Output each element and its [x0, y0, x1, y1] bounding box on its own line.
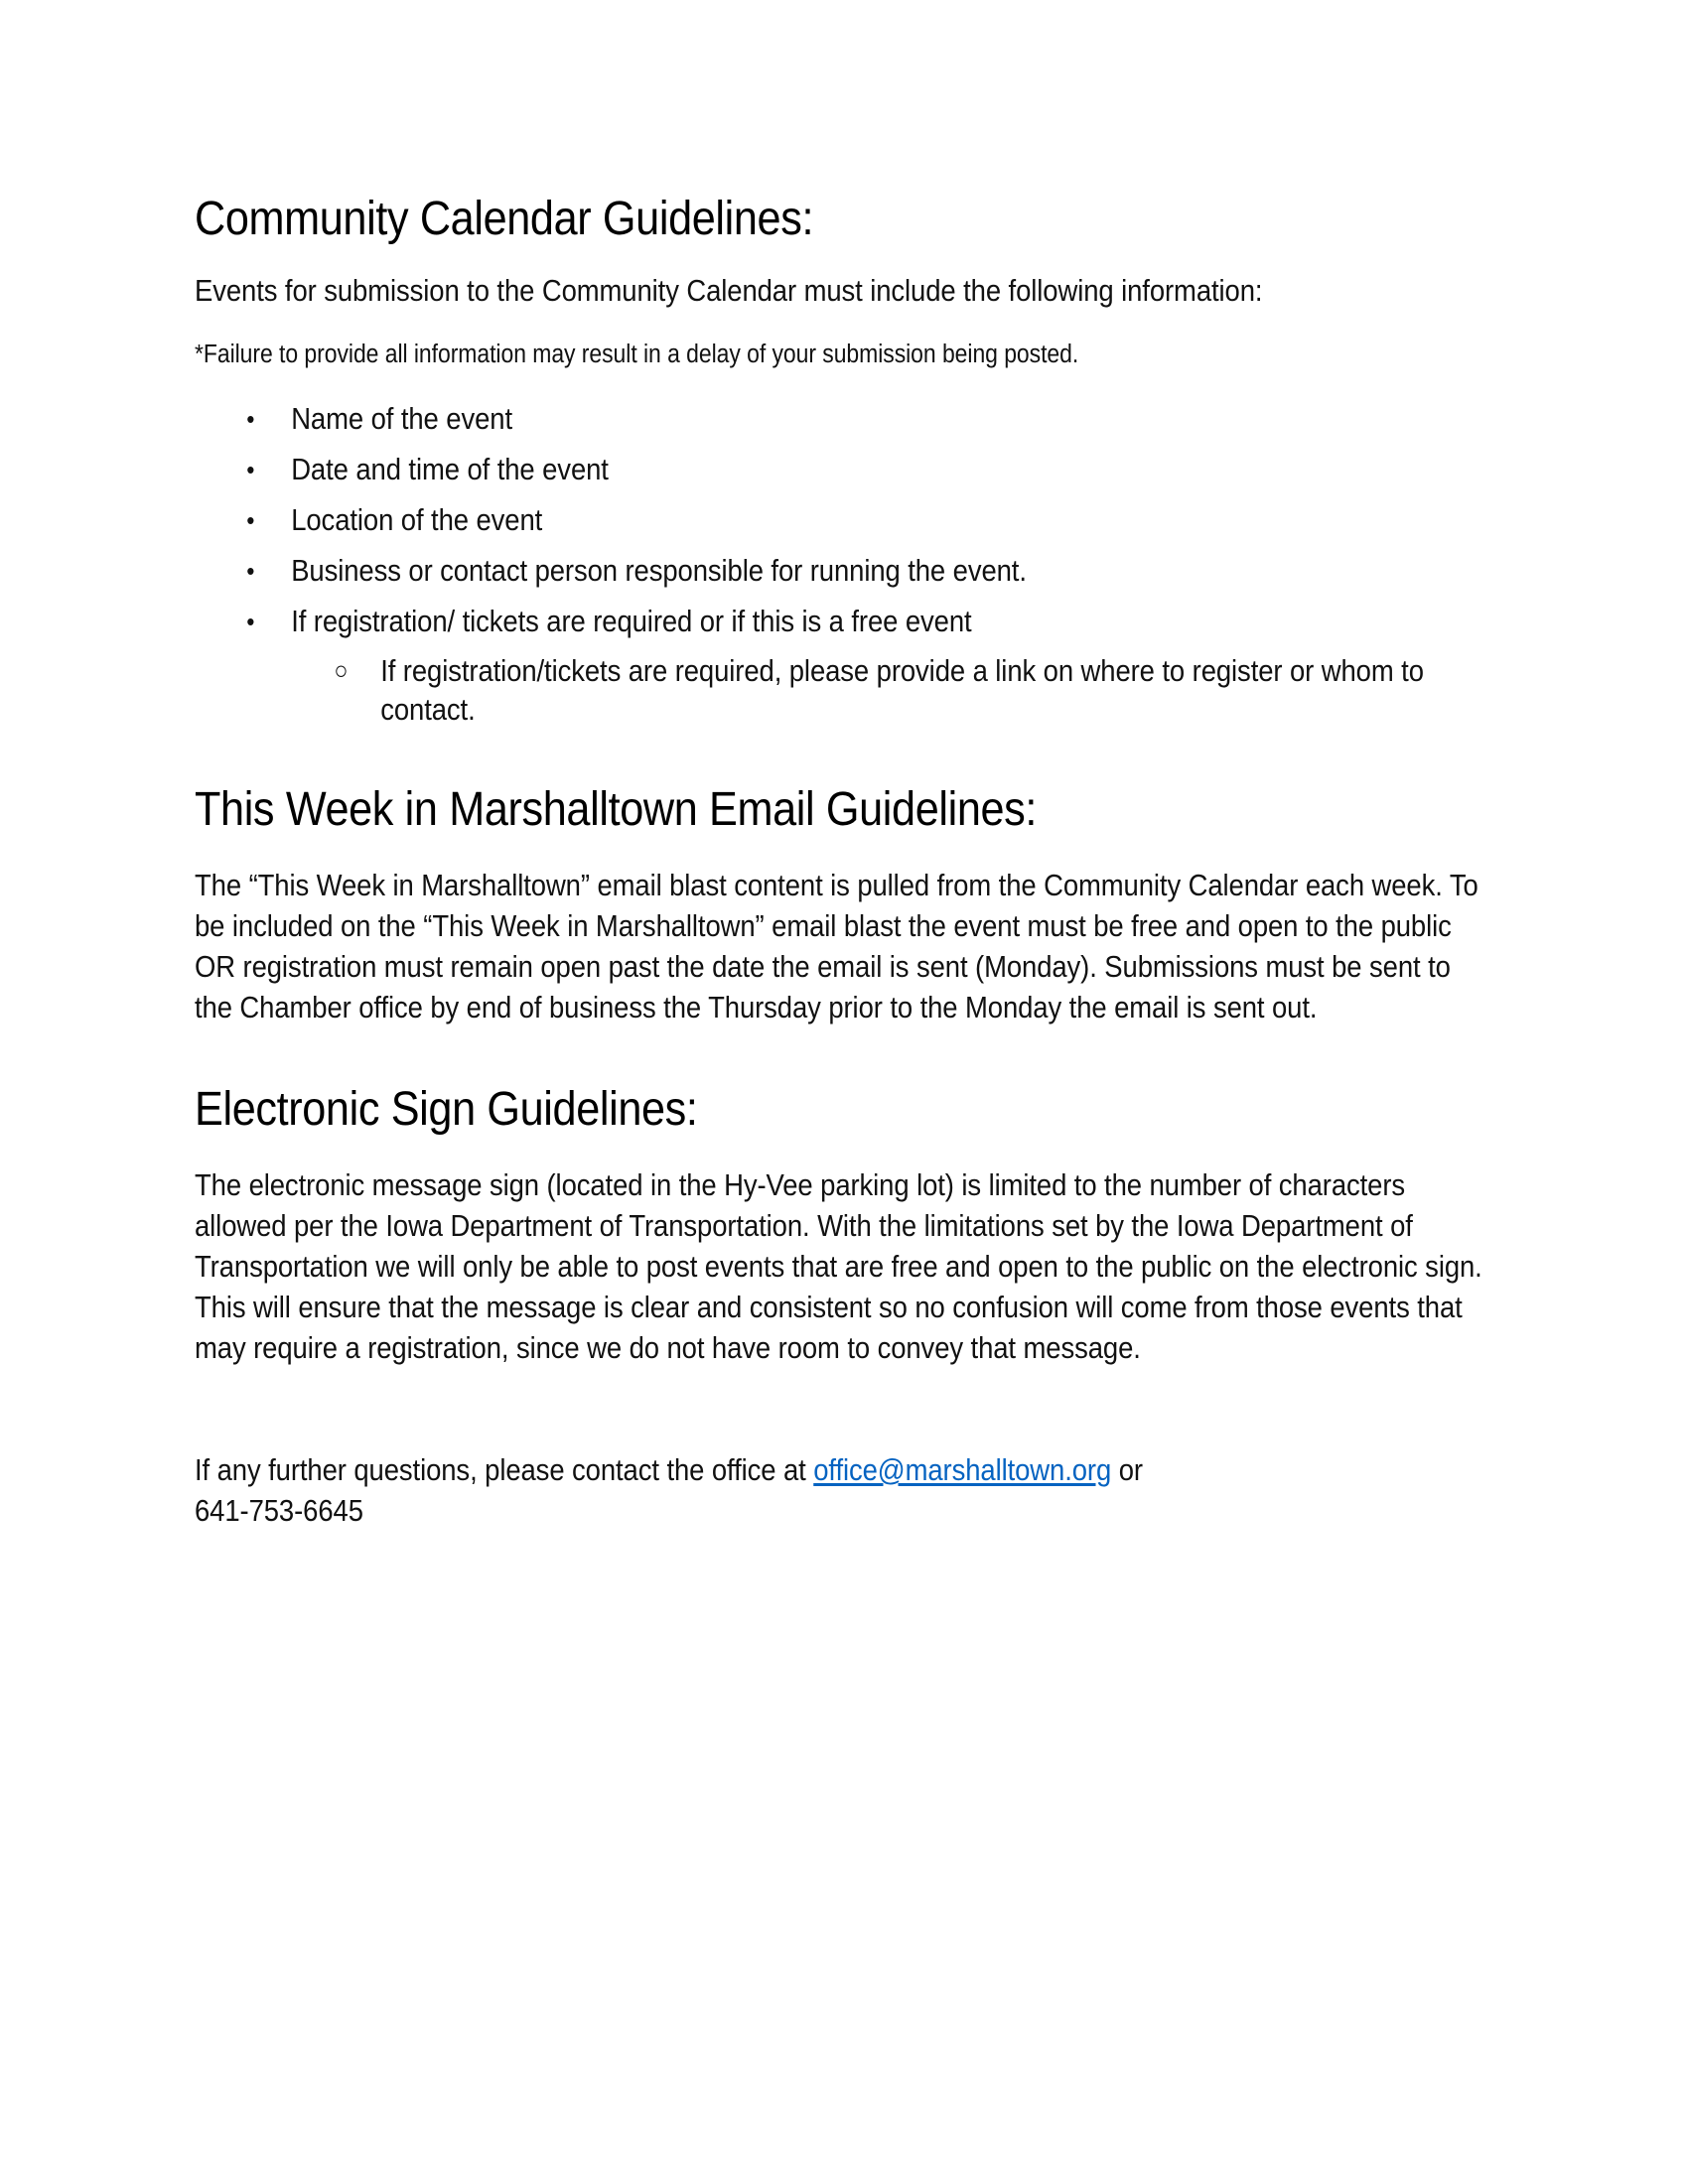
list-item-label: Business or contact person responsible for running the event.: [291, 553, 1027, 588]
list-item-label: If registration/ tickets are required or if this is a free event: [291, 604, 972, 638]
requirements-list: [195, 401, 1489, 731]
bullet-icon: •: [246, 606, 255, 636]
section-heading-this-week-email: This Week in Marshalltown Email Guidelines:: [195, 783, 1038, 837]
sub-list-item-label: If registration/tickets are required, please provide a link on where to register or whom to contact.: [380, 653, 1424, 728]
email-link[interactable]: office@marshalltown.org: [813, 1452, 1112, 1487]
list-item: [195, 452, 1489, 489]
bullet-icon: •: [246, 555, 255, 586]
list-item: [195, 401, 1489, 439]
list-item-label: Location of the event: [291, 502, 543, 537]
community-calendar-failure-note: *Failure to provide all information may result in a delay of your submission being posted.: [195, 340, 1079, 368]
sub-list-item: [291, 652, 1489, 731]
bullet-icon: •: [246, 404, 255, 434]
contact-paragraph: [195, 1450, 1489, 1532]
list-item-label: Date and time of the event: [291, 452, 609, 486]
list-item-label: Name of the event: [291, 402, 512, 436]
page-title: Community Calendar Guidelines:: [195, 193, 814, 245]
bullet-icon: •: [246, 504, 255, 535]
list-item: [195, 502, 1489, 540]
registration-sub-list: [291, 652, 1489, 731]
contact-lead-text: If any further questions, please contact the office at: [195, 1452, 814, 1487]
community-calendar-intro: Events for submission to the Community Calendar must include the following information:: [195, 273, 1263, 308]
section-heading-electronic-sign: Electronic Sign Guidelines:: [195, 1083, 698, 1137]
contact-after-link-text: or: [1111, 1452, 1143, 1487]
this-week-email-paragraph: The “This Week in Marshalltown” email blast content is pulled from the Community Calendar each week. To be included on the “This Week in Marshalltown” email blast the event must be free and open to the public OR registration must remain open past the date the email is sent (Monday). Submissions must be sent to the Chamber office by end of business the Thursday prior to the Monday the email is sent out.: [195, 868, 1478, 1024]
community-calendar-requirements: [195, 401, 1489, 731]
list-item: [195, 604, 1489, 731]
blank-line-spacer: [195, 1395, 1489, 1450]
circle-bullet-icon: ○: [334, 654, 349, 685]
contact-phone-number: 641-753-6645: [195, 1493, 363, 1528]
list-item: [195, 553, 1489, 591]
electronic-sign-paragraph: The electronic message sign (located in the Hy-Vee parking lot) is limited to the number of characters allowed per the Iowa Department of Transportation. With the limitations set by the Iowa Department of Transportation we will only be able to post events that are free and open to the public on the electronic sign. This will ensure that the message is clear and consistent so no confusion will come from those events that may require a registration, since we do not have room to convey that message.: [195, 1167, 1482, 1365]
bullet-icon: •: [246, 454, 255, 484]
document-body: [195, 194, 1489, 1532]
